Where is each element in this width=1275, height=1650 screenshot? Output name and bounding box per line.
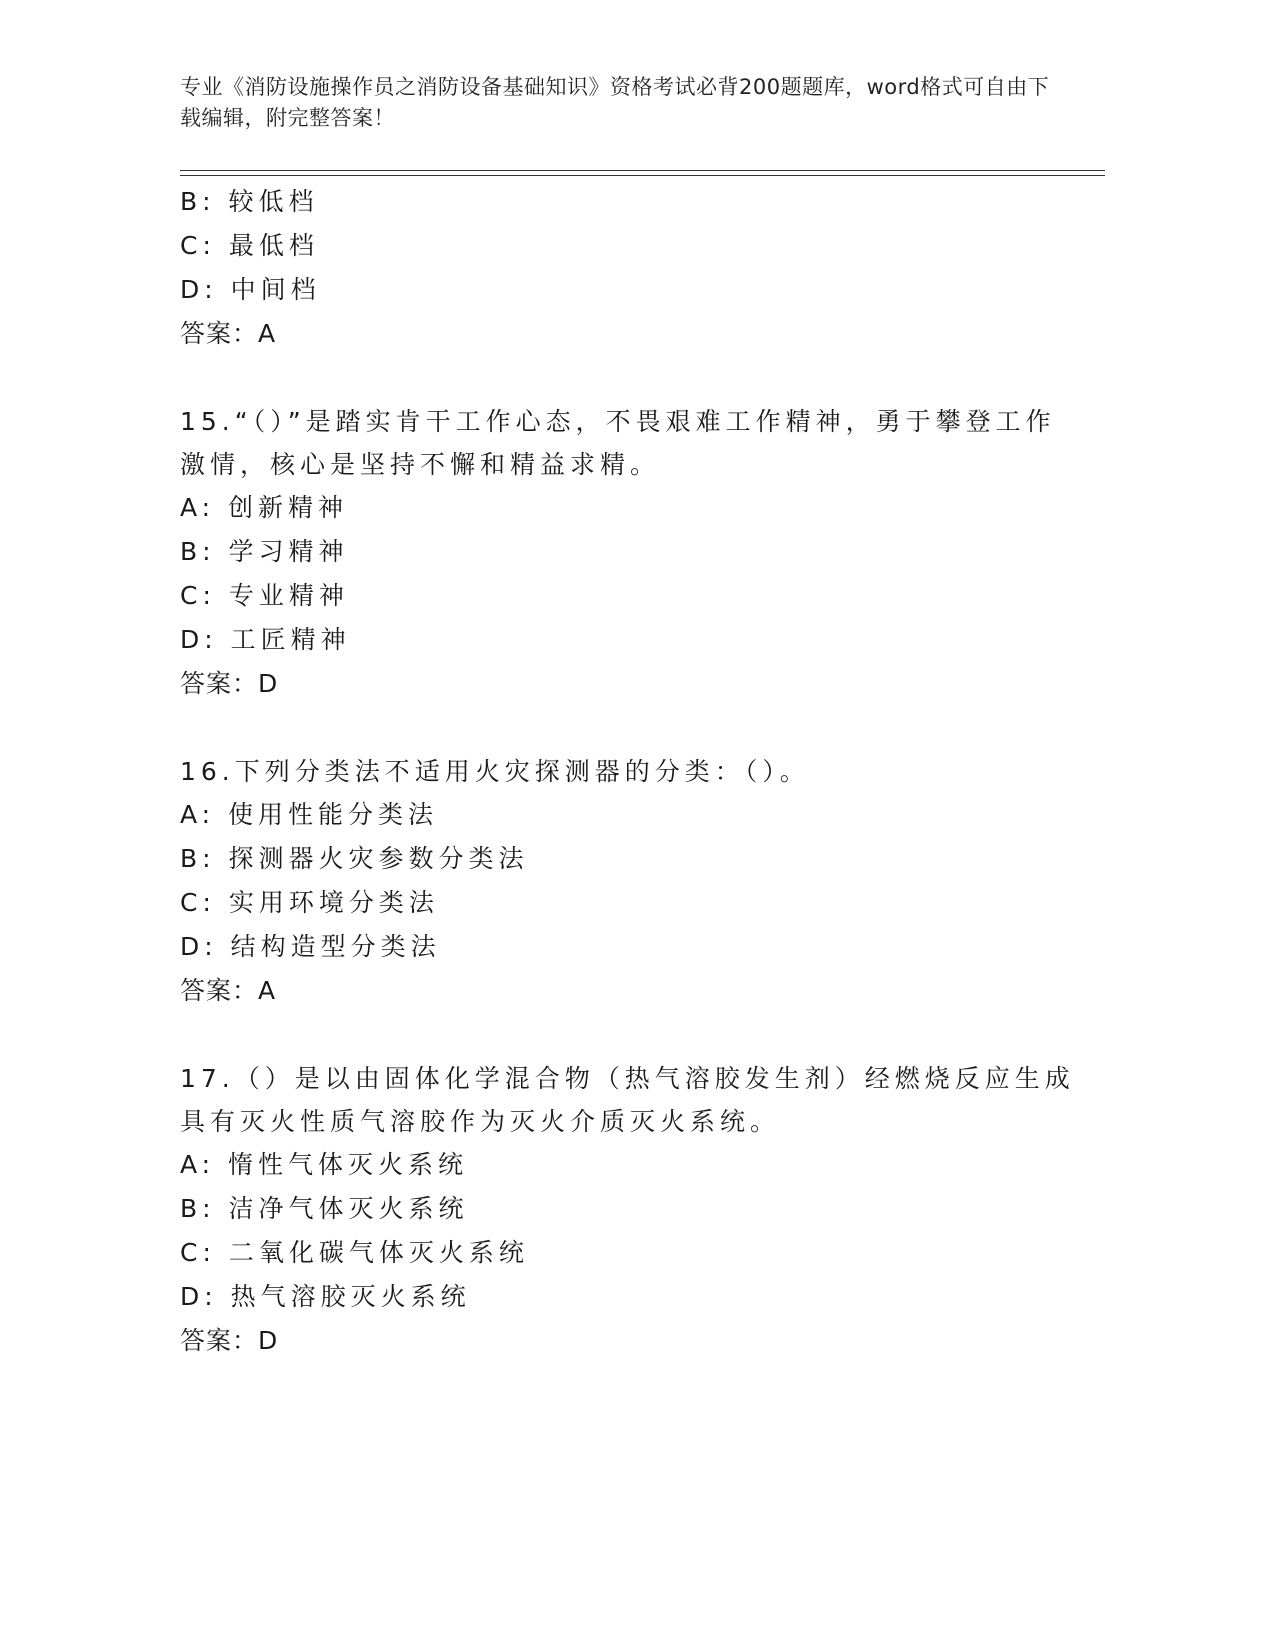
question-15 xyxy=(180,400,1080,706)
question-16 xyxy=(180,750,1080,1013)
answer: 答案：A xyxy=(180,319,277,348)
option-c: C: 实用环境分类法 xyxy=(180,888,439,917)
answer: 答案：D xyxy=(180,669,279,698)
header-divider xyxy=(180,170,1105,176)
option-d: D: 工匠精神 xyxy=(180,625,351,654)
option-b: B: 学习精神 xyxy=(180,537,349,566)
answer: 答案：D xyxy=(180,1326,279,1355)
option-b: B: 探测器火灾参数分类法 xyxy=(180,844,529,873)
answer: 答案：A xyxy=(180,976,277,1005)
option-a: A: 惰性气体灭火系统 xyxy=(180,1150,469,1179)
option-b: B: 较低档 xyxy=(180,187,319,216)
question-list xyxy=(180,180,1080,1363)
page-header: 专业《消防设施操作员之消防设备基础知识》资格考试必背200题题库，word格式可自由下载编辑，附完整答案！ xyxy=(180,75,1050,130)
option-d: D: 中间档 xyxy=(180,275,321,304)
question-stem: 17.（）是以由固体化学混合物（热气溶胶发生剂）经燃烧反应生成具有灭火性质气溶胶作为灭火介质灭火系统。 xyxy=(180,1064,1075,1136)
option-b: B: 洁净气体灭火系统 xyxy=(180,1194,469,1223)
option-a: A: 使用性能分类法 xyxy=(180,800,439,829)
question-17 xyxy=(180,1057,1080,1363)
option-c: C: 二氧化碳气体灭火系统 xyxy=(180,1238,529,1267)
question-stem: 16.下列分类法不适用火灾探测器的分类：（）。 xyxy=(180,757,810,786)
option-c: C: 专业精神 xyxy=(180,581,349,610)
option-d: D: 结构造型分类法 xyxy=(180,932,441,961)
question-stem: 15.“（）”是踏实肯干工作心态，不畏艰难工作精神，勇于攀登工作激情，核心是坚持不懈和精益求精。 xyxy=(180,407,1056,479)
partial-question xyxy=(180,180,1080,356)
option-c: C: 最低档 xyxy=(180,231,319,260)
option-d: D: 热气溶胶灭火系统 xyxy=(180,1282,471,1311)
option-a: A: 创新精神 xyxy=(180,493,349,522)
